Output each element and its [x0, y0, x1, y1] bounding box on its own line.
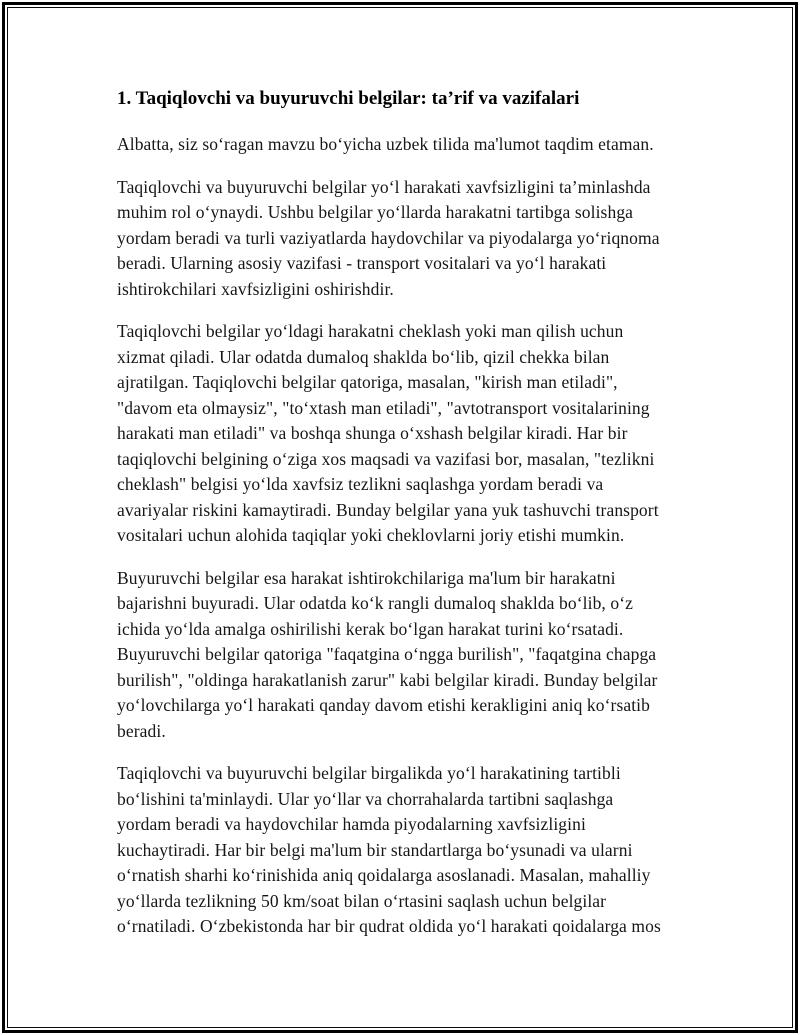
- paragraph: [117, 566, 757, 745]
- text-line: Taqiqlovchi va buyuruvchi belgilar birgalikda yo‘l harakatining tartibli: [117, 763, 621, 783]
- text-line: xizmat qiladi. Ular odatda dumaloq shaklda bo‘lib, qizil chekka bilan: [117, 346, 610, 367]
- text-line: yo‘llarda tezlikning 50 km/soat bilan o‘rtasini saqlash uchun belgilar: [117, 890, 607, 911]
- text-line: bo‘lishini ta'minlaydi. Ular yo‘llar va chorrahalarda tartibni saqlashga: [117, 788, 614, 809]
- text-line: ajratilgan. Taqiqlovchi belgilar qatoriga, masalan, "kirish man etiladi",: [117, 372, 618, 392]
- text-line: Taqiqlovchi belgilar yo‘ldagi harakatni cheklash yoki man qilish uchun: [117, 321, 624, 341]
- text-line: vositalari uchun alohida taqiqlar yoki cheklovlarni joriy etishi mumkin.: [117, 525, 625, 545]
- paragraph: [117, 761, 757, 940]
- text-line: Buyuruvchi belgilar qatoriga "faqatgina o‘ngga burilish", "faqatgina chapga: [117, 644, 657, 664]
- text-line: beradi. Ularning asosiy vazifasi - transport vositalari va yo‘l harakati: [117, 253, 607, 273]
- text-line: harakati man etiladi" va boshqa shunga o‘xshash belgilar kiradi. Har bir: [117, 423, 628, 443]
- text-line: o‘rnatish sharhi ko‘rinishida aniq qoidalarga asoslanadi. Masalan, mahalliy: [117, 865, 651, 885]
- text-line: ishtirokchilari xavfsizligini oshirishdir.: [117, 278, 394, 299]
- text-line: o‘rnatiladi. O‘zbekistonda har bir qudrat oldida yo‘l harakati qoidalarga mos: [117, 916, 661, 936]
- text-line: yordam beradi va haydovchilar hamda piyodalarning xavfsizligini: [117, 814, 586, 834]
- text-line: taqiqlovchi belgining o‘ziga xos maqsadi va vazifasi bor, masalan, "tezlikni: [117, 448, 655, 469]
- text-line: yo‘lovchilarga yo‘l harakati qanday davom etishi kerakligini aniq ko‘rsatib: [117, 695, 650, 715]
- text-line: muhim rol o‘ynaydi. Ushbu belgilar yo‘llarda harakatni tartibga solishga: [117, 202, 634, 222]
- text-line: kuchaytiradi. Har bir belgi ma'lum bir standartlarga bo‘ysunadi va ularni: [117, 839, 633, 860]
- text-line: bajarishni buyuradi. Ular odatda ko‘k rangli dumaloq shaklda bo‘lib, o‘z: [117, 593, 634, 613]
- paragraph: [117, 319, 757, 549]
- document-body: [117, 132, 757, 940]
- text-line: avariyalar riskini kamaytiradi. Bunday belgilar yana yuk tashuvchi transport: [117, 499, 659, 520]
- text-line: ichida yo‘lda amalga oshirilishi kerak bo‘lgan harakat turini ko‘rsatadi.: [117, 618, 624, 639]
- paragraph: [117, 175, 757, 303]
- text-line: Taqiqlovchi va buyuruvchi belgilar yo‘l harakati xavfsizligini ta’minlashda: [117, 176, 651, 197]
- text-line: cheklash" belgisi yo‘lda xavfsiz tezlikni saqlashga yordam beradi va: [117, 474, 604, 494]
- text-line: beradi.: [117, 720, 166, 741]
- text-line: yordam beradi va turli vaziyatlarda haydovchilar va piyodalarga yo‘riqnoma: [117, 227, 660, 248]
- document-title: 1. Taqiqlovchi va buyuruvchi belgilar: ta’rif va vazifalari: [117, 88, 580, 109]
- text-line: Buyuruvchi belgilar esa harakat ishtirokchilariga ma'lum bir harakatni: [117, 567, 616, 588]
- text-line: burilish", "oldinga harakatlanish zarur" kabi belgilar kiradi. Bunday belgilar: [117, 669, 658, 690]
- paragraph: [117, 132, 757, 158]
- document-page: [117, 86, 757, 957]
- text-line: "davom eta olmaysiz", "to‘xtash man etiladi", "avtotransport vositalarining: [117, 397, 650, 418]
- text-line: Albatta, siz so‘ragan mavzu bo‘yicha uzbek tilida ma'lumot taqdim etaman.: [117, 134, 654, 154]
